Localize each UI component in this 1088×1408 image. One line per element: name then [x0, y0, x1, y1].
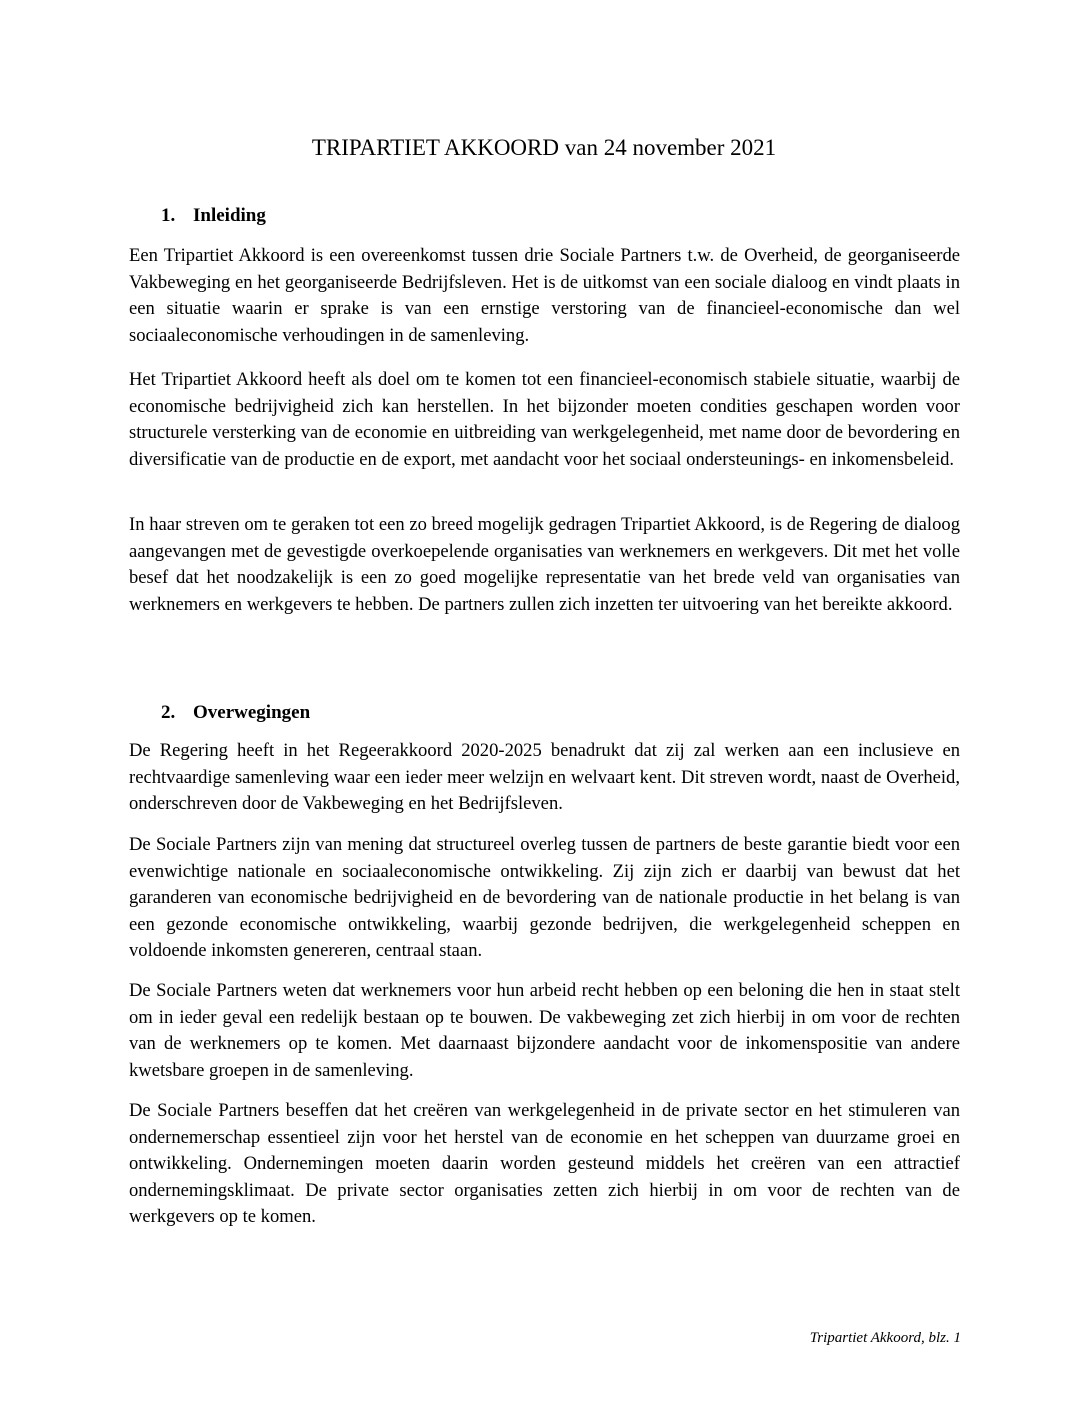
paragraph-1-2: Het Tripartiet Akkoord heeft als doel om te komen tot een financieel-economisch stabiele situatie, waarbij de economische bedrijvigheid zich kan herstellen. In het bijzonder moeten condities geschapen worden voor structurele versterking van de economie en uitbreiding van werkgelegenheid, met name door de bevordering en diversificatie van de productie en de export, met aandacht voor het sociaal ondersteunings- en inkomensbeleid. [129, 369, 960, 470]
document-title: TRIPARTIET AKKOORD van 24 november 2021 [311, 135, 777, 160]
page-footer: Tripartiet Akkoord, blz. 1 [809, 1330, 961, 1346]
paragraph-2-3: De Sociale Partners weten dat werknemers voor hun arbeid recht hebben op een beloning die hen in staat stelt om in ieder geval een redelijk bestaan op te bouwen. De vakbeweging zet zich hierbij in om voor de rechten van de werknemers op te komen. Met daarnaast bijzondere aandacht voor de inkomenspositie van andere kwetsbare groepen in de samenleving. [129, 980, 960, 1081]
section-number: 2. [161, 702, 176, 723]
section-heading-2 [161, 700, 310, 726]
section-number: 1. [161, 205, 176, 226]
paragraph-2-1: De Regering heeft in het Regeerakkoord 2020-2025 benadrukt dat zij zal werken aan een inclusieve en rechtvaardige samenleving waar een ieder meer welzijn en welvaart kent. Dit streven wordt, naast de Overheid, onderschreven door de Vakbeweging en het Bedrijfsleven. [129, 740, 960, 814]
section-title: Inleiding [193, 205, 266, 226]
paragraph-1-3: In haar streven om te geraken tot een zo breed mogelijk gedragen Tripartiet Akkoord, is de Regering de dialoog aangevangen met de gevestigde overkoepelende organisaties van werknemers en werkgevers. Dit met het volle besef dat het noodzakelijk is een zo goed mogelijke representatie van het brede veld van organisaties van werknemers en werkgevers te hebben. De partners zullen zich inzetten ter uitvoering van het bereikte akkoord. [129, 514, 960, 615]
paragraph-1-1: Een Tripartiet Akkoord is een overeenkomst tussen drie Sociale Partners t.w. de Overheid, de georganiseerde Vakbeweging en het georganiseerde Bedrijfsleven. Het is de uitkomst van een sociale dialoog en vindt plaats in een situatie waarin er sprake is van een ernstige verstoring van de financieel-economische dan wel sociaaleconomische verhoudingen in de samenleving. [129, 245, 960, 346]
paragraph-2-4: De Sociale Partners beseffen dat het creëren van werkgelegenheid in de private sector en het stimuleren van ondernemerschap essentieel zijn voor het herstel van de economie en het scheppen van duurzame groei en ontwikkeling. Ondernemingen moeten daarin worden gesteund middels het creëren van een attractief ondernemingsklimaat. De private sector organisaties zetten zich hierbij in om voor de rechten van de werkgevers op te komen. [129, 1100, 960, 1227]
paragraph-2-2: De Sociale Partners zijn van mening dat structureel overleg tussen de partners de beste garantie biedt voor een evenwichtige nationale en sociaaleconomische ontwikkeling. Zij zijn zich er daarbij van bewust dat het garanderen van economische bedrijvigheid en de bevordering van de nationale productie in het belang is van een gezonde economische ontwikkeling, waarbij gezonde bedrijven, die werkgelegenheid scheppen en voldoende inkomsten genereren, centraal staan. [129, 834, 960, 961]
section-title: Overwegingen [193, 702, 311, 723]
section-heading-1 [161, 203, 266, 229]
